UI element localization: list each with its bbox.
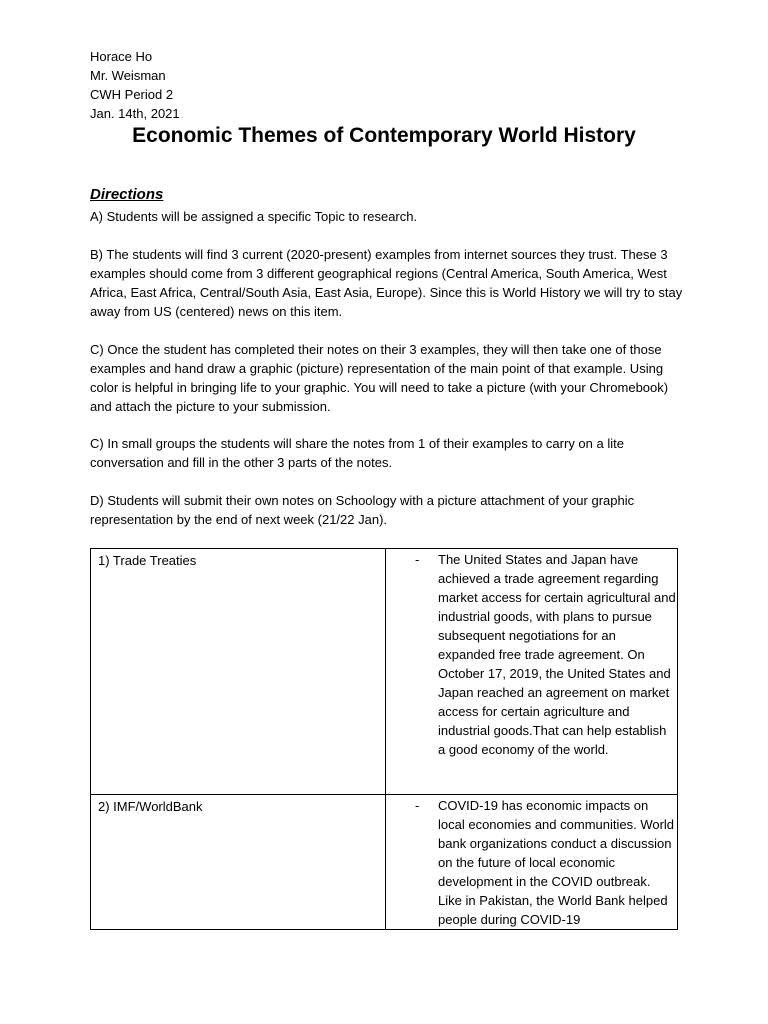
direction-paragraph-b: B) The students will find 3 current (2020-present) examples from internet sources they trust. These 3 examples should come from 3 different geographical regions (Central America, South America, West Africa, East Africa, Central/South Asia, East Asia, Europe). Since this is World History we will try to stay away from US (centered) news on this item. (90, 247, 683, 319)
bullet-dash: - (415, 552, 420, 567)
note-text: COVID-19 has economic impacts on local economies and communities. World bank organizations conduct a discussion on the future of local economic development in the COVID outbreak. Like in Pakistan, the World Bank helped people during COVID-19 (438, 798, 675, 927)
topic-cell (91, 549, 386, 795)
direction-paragraph-c1: C) Once the student has completed their notes on their 3 examples, they will then take one of those examples and hand draw a graphic (picture) representation of the main point of that example. Using color is helpful in bringing life to your graphic. You will need to take a picture (with your Chromebook) and attach the picture to your submission. (90, 342, 669, 414)
topic-label: 2) IMF/WorldBank (98, 799, 203, 814)
direction-paragraph-a: A) Students will be assigned a specific Topic to research. (90, 209, 418, 224)
document-title: Economic Themes of Contemporary World History (132, 124, 636, 147)
note-text: The United States and Japan have achieved a trade agreement regarding market access for certain agricultural and industrial goods, with plans to pursue subsequent negotiations for an expanded free trade agreement. On October 17, 2019, the United States and Japan reached an agreement on market access for certain agriculture and industrial goods.That can help establish a good economy of the world. (438, 552, 676, 757)
bullet-dash: - (415, 798, 420, 813)
student-name: Horace Ho (90, 49, 153, 64)
topic-cell (91, 795, 386, 930)
notes-table (90, 548, 678, 930)
student-header (90, 47, 180, 123)
table-row (91, 549, 678, 795)
teacher-name: Mr. Weisman (90, 68, 166, 83)
direction-paragraph-d: D) Students will submit their own notes on Schoology with a picture attachment of your graphic representation by the end of next week (21/22 Jan). (90, 493, 635, 527)
document-date: Jan. 14th, 2021 (90, 106, 180, 121)
note-cell (386, 549, 678, 795)
topic-label: 1) Trade Treaties (98, 553, 197, 568)
course-period: CWH Period 2 (90, 87, 174, 102)
table-row (91, 795, 678, 930)
note-cell (386, 795, 678, 930)
directions-heading: Directions (90, 186, 164, 203)
direction-paragraph-c2: C) In small groups the students will share the notes from 1 of their examples to carry on a lite conversation and fill in the other 3 parts of the notes. (90, 436, 624, 470)
